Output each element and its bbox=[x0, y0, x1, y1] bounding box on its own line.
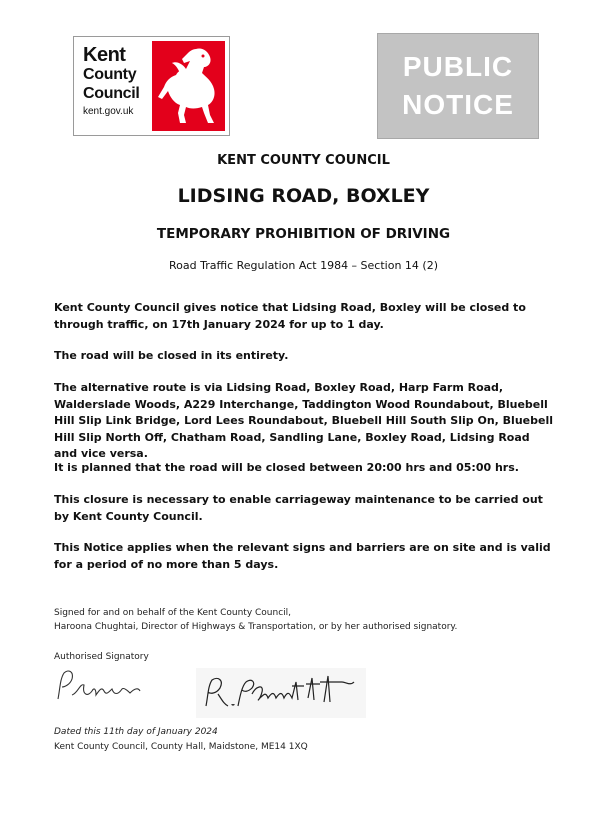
closure-hours-paragraph: It is planned that the road will be closed between 20:00 hrs and 05:00 hrs. bbox=[54, 461, 519, 474]
road-title: LIDSING ROAD, BOXLEY bbox=[177, 185, 430, 207]
logo-wordmark bbox=[74, 37, 152, 135]
council-address: Kent County Council, County Hall, Maidstone, ME14 1XQ bbox=[54, 742, 308, 752]
logo-line-council: Council bbox=[83, 85, 140, 102]
white-horse-icon bbox=[156, 43, 222, 129]
logo-emblem bbox=[152, 41, 225, 131]
handwritten-signature-1 bbox=[54, 665, 154, 709]
handwritten-signature-2 bbox=[196, 668, 366, 718]
logo-line-county: County bbox=[83, 66, 137, 83]
notice-line-notice: NOTICE bbox=[402, 89, 514, 120]
reason-paragraph: This closure is necessary to enable carriageway maintenance to be carried out by Kent County Council. bbox=[54, 493, 543, 523]
kent-county-council-logo bbox=[73, 36, 230, 136]
public-notice-banner bbox=[377, 33, 539, 139]
closure-paragraph: Kent County Council gives notice that Lidsing Road, Boxley will be closed to through traffic, on 17th January 2024 for up to 1 day. bbox=[54, 301, 526, 331]
notice-line-public: PUBLIC bbox=[402, 51, 514, 82]
logo-url: kent.gov.uk bbox=[83, 106, 134, 117]
signed-line-1: Signed for and on behalf of the Kent County Council, bbox=[54, 608, 292, 618]
signed-line-2: Haroona Chughtai, Director of Highways & Transportation, or by her authorised signatory. bbox=[54, 622, 458, 632]
dated-line: Dated this 11th day of January 2024 bbox=[54, 727, 218, 737]
logo-line-kent: Kent bbox=[83, 44, 126, 66]
signed-on-behalf bbox=[54, 606, 574, 634]
alternative-route-paragraph: The alternative route is via Lidsing Road, Boxley Road, Harp Farm Road, Walderslade Woods, A229 Interchange, Taddington Wood Roundabout, Bluebell Hill Slip Link Bridge, Lord Lees Roundabout, Bluebell Hill South Slip On, Bluebell Hill Slip North Off, Chatham Road, Sandling Lane, Boxley Road, Lidsing Road and vice versa. bbox=[54, 381, 553, 460]
extent-paragraph: The road will be closed in its entirety. bbox=[54, 349, 289, 362]
validity-paragraph: This Notice applies when the relevant signs and barriers are on site and is valid for a period of no more than 5 days. bbox=[54, 541, 551, 571]
legislation-reference: Road Traffic Regulation Act 1984 – Section 14 (2) bbox=[169, 259, 438, 272]
authorised-signatory-label: Authorised Signatory bbox=[54, 652, 149, 662]
order-subtitle: TEMPORARY PROHIBITION OF DRIVING bbox=[156, 226, 451, 242]
council-heading: KENT COUNTY COUNCIL bbox=[217, 153, 390, 168]
